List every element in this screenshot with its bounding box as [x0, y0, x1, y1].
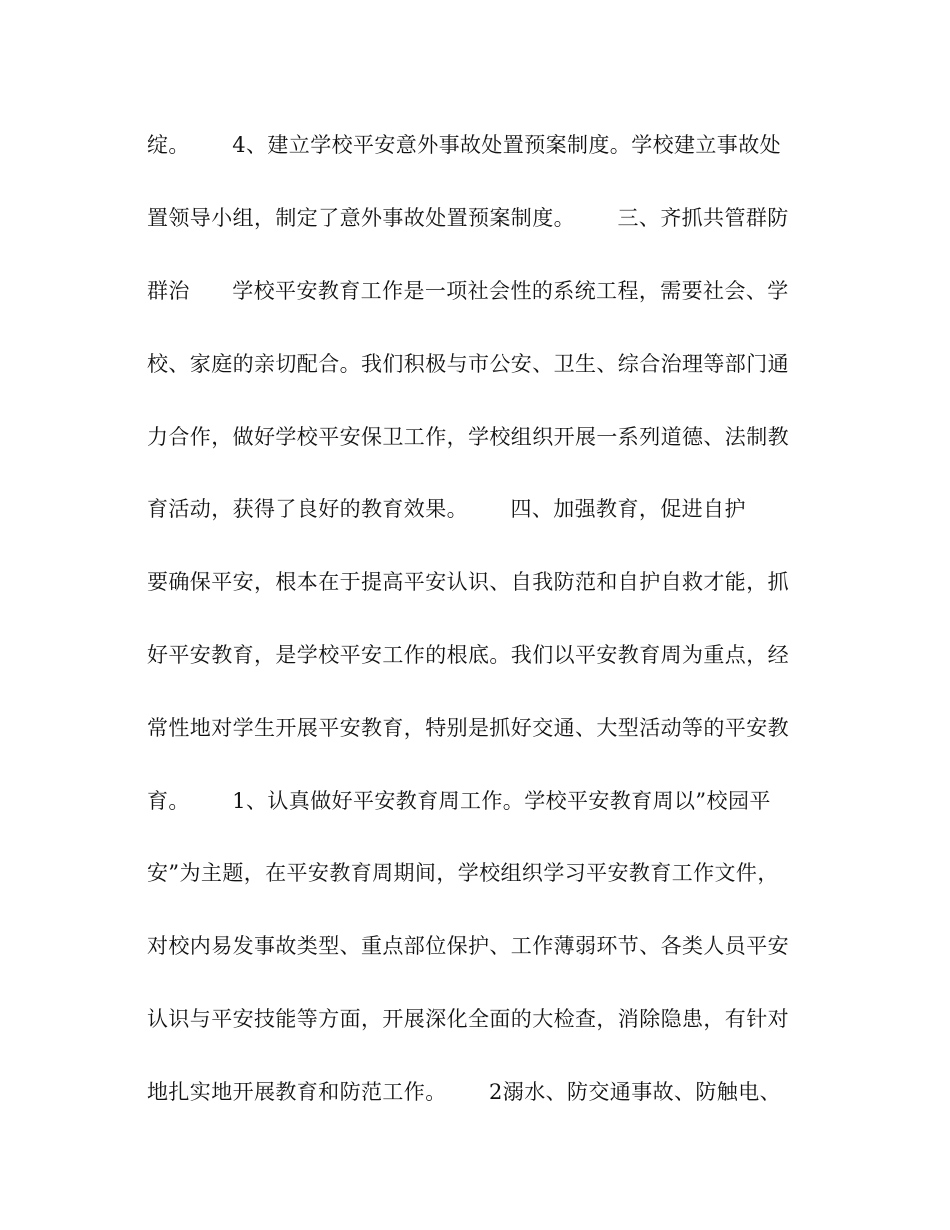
text-line: 力合作，做好学校平安保卫工作，学校组织开展一系列道德、法制教	[147, 425, 789, 449]
text-line: 地扎实地开展教育和防范工作。 2溺水、防交通事故、防触电、	[147, 1080, 782, 1104]
text-line: 好平安教育，是学校平安工作的根底。我们以平安教育周为重点，经	[147, 643, 789, 667]
text-line: 绽。 4、建立学校平安意外事故处置预案制度。学校建立事故处	[147, 133, 782, 157]
text-line: 群治 学校平安教育工作是一项社会性的系统工程，需要社会、学	[147, 279, 789, 303]
text-line: 常性地对学生开展平安教育，特别是抓好交通、大型活动等的平安教	[147, 716, 789, 740]
text-line: 育活动，获得了良好的教育效果。 四、加强教育，促进自护	[147, 497, 746, 521]
text-line: 校、家庭的亲切配合。我们积极与市公安、卫生、综合治理等部门通	[147, 352, 789, 376]
text-line: 对校内易发事故类型、重点部位保护、工作薄弱环节、各类人员平安	[147, 934, 789, 958]
text-line: 要确保平安，根本在于提高平安认识、自我防范和自护自救才能，抓	[147, 570, 789, 594]
text-line: 认识与平安技能等方面，开展深化全面的大检查，消除隐患，有针对	[147, 1007, 789, 1031]
text-line: 置领导小组，制定了意外事故处置预案制度。 三、齐抓共管群防	[147, 206, 789, 230]
text-line: 安”为主题，在平安教育周期间，学校组织学习平安教育工作文件，	[147, 861, 779, 885]
text-line: 育。 1、认真做好平安教育周工作。学校平安教育周以”校园平	[147, 789, 771, 813]
